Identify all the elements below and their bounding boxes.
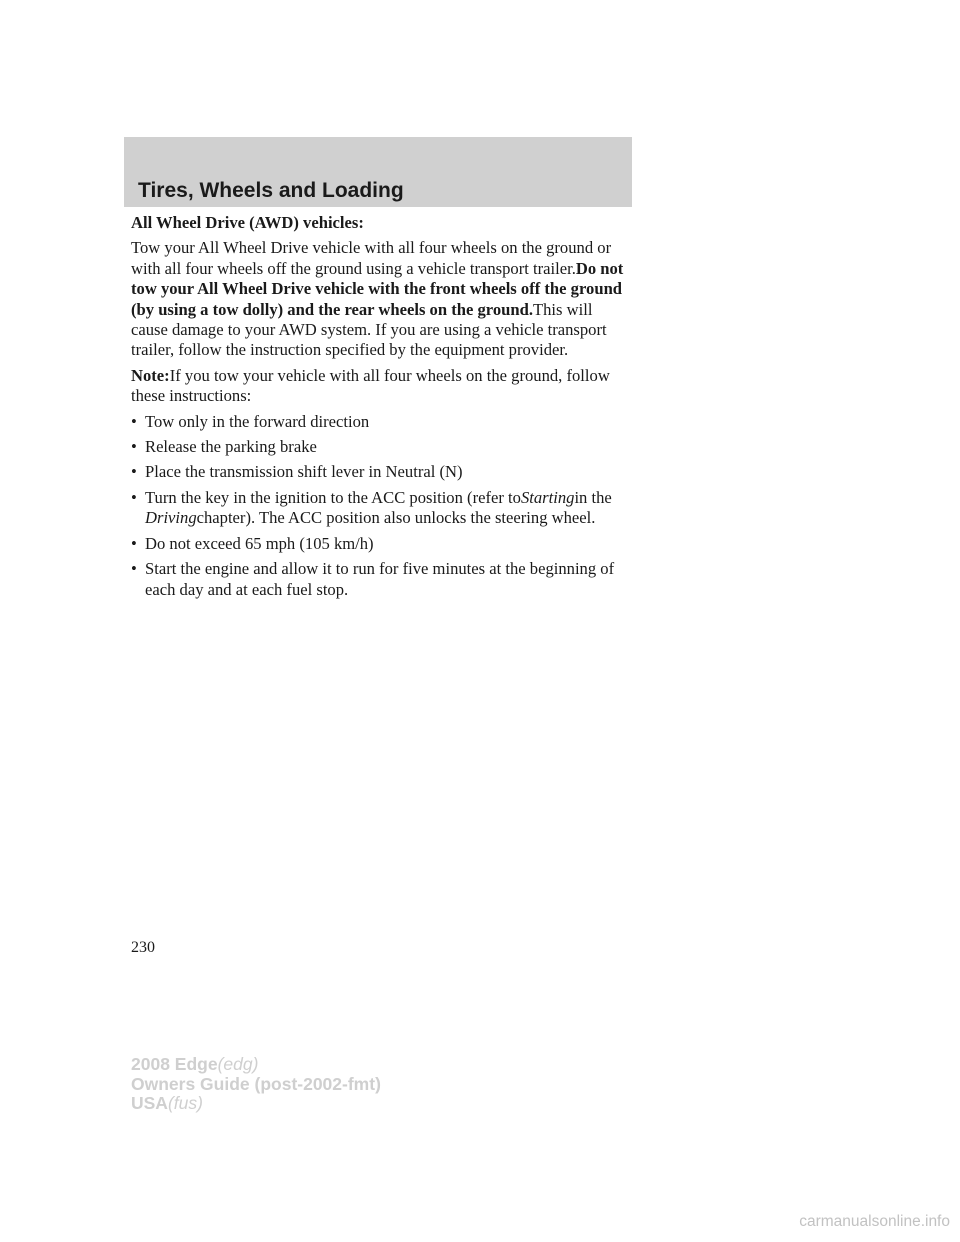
towing-paragraph-tail: This will cause damage to your AWD system. If you are using a vehicle transport trailer, follow the instruction specified by the equipment provider. xyxy=(131,299,607,360)
page-body xyxy=(131,213,629,605)
list-item: • Place the transmission shift lever in Neutral (N) xyxy=(131,462,463,482)
note-label: Note: xyxy=(131,365,170,385)
towing-paragraph-text: Tow your All Wheel Drive vehicle with all four wheels on the ground or with all four wheels off the ground using a vehicle transport trailer. xyxy=(131,238,612,278)
list-item: • Release the parking brake xyxy=(131,437,317,457)
note-paragraph xyxy=(131,366,629,407)
bullet-icon: • xyxy=(131,437,137,457)
towing-paragraph xyxy=(131,238,629,360)
footer-line-model: 2008 Edge(edg) xyxy=(131,1054,259,1074)
instruction-list xyxy=(131,412,629,600)
document-footer xyxy=(131,1055,381,1114)
note-text: If you tow your vehicle with all four wheels on the ground, follow these instructions: xyxy=(131,365,610,406)
footer-line-guide: Owners Guide (post-2002-fmt) xyxy=(131,1073,381,1094)
list-item: • Do not exceed 65 mph (105 km/h) xyxy=(131,533,374,553)
watermark-text: carmanualsonline.info xyxy=(799,1213,950,1230)
chapter-header-band xyxy=(124,137,632,207)
list-item: • Start the engine and allow it to run for five minutes at the beginning of each day and at each fuel stop. xyxy=(131,559,615,599)
bullet-icon: • xyxy=(131,462,137,482)
towing-warning-bold: Do not tow your All Wheel Drive vehicle with the front wheels off the ground (by using a tow dolly) and the rear wheels on the ground. xyxy=(131,258,624,319)
bullet-icon: • xyxy=(131,533,137,553)
section-subhead: All Wheel Drive (AWD) vehicles: xyxy=(131,213,364,232)
ref-starting: Starting xyxy=(520,487,575,507)
bullet-icon: • xyxy=(131,487,137,507)
chapter-title: Tires, Wheels and Loading xyxy=(138,179,404,202)
list-item: • Turn the key in the ignition to the ACC position (refer toStartingin the Drivingchapter). The ACC position also unlocks the steering wheel. xyxy=(131,487,612,528)
bullet-icon: • xyxy=(131,559,137,579)
ref-driving: Driving xyxy=(145,508,197,528)
bullet-icon: • xyxy=(131,411,137,431)
footer-line-market: USA(fus) xyxy=(131,1093,203,1113)
page-number: 230 xyxy=(131,939,155,956)
list-item: • Tow only in the forward direction xyxy=(131,411,370,431)
